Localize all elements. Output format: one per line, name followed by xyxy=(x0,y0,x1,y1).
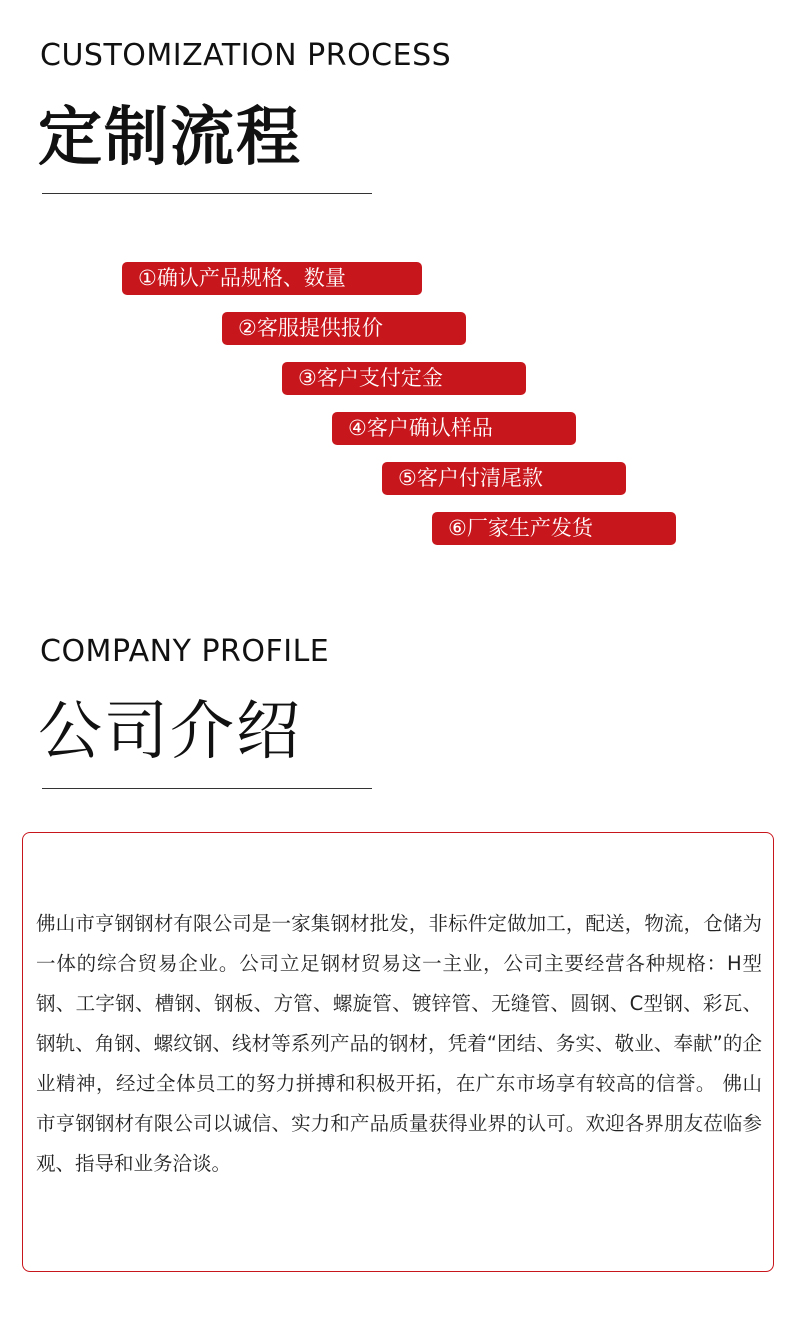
process-step-5: ⑤客户付清尾款 xyxy=(382,462,626,495)
process-step-4: ④客户确认样品 xyxy=(332,412,576,445)
process-divider xyxy=(42,193,372,194)
process-step-2: ②客服提供报价 xyxy=(222,312,466,345)
process-title-en: CUSTOMIZATION PROCESS xyxy=(40,38,452,73)
process-step-1: ①确认产品规格、数量 xyxy=(122,262,422,295)
profile-body-text: 佛山市亨钢钢材有限公司是一家集钢材批发，非标件定做加工，配送，物流，仓储为一体的综合贸易企业。公司立足钢材贸易这一主业，公司主要经营各种规格：H型钢、工字钢、槽钢、钢板、方管、螺旋管、镀锌管、无缝管、圆钢、C型钢、彩瓦、钢轨、角钢、螺纹钢、线材等系列产品的钢材，凭着“团结、务实、敬业、奉献”的企业精神，经过全体员工的努力拼搏和积极开拓，在广东市场享有较高的信誉。 佛山市亨钢钢材有限公司以诚信、实力和产品质量获得业界的认可。欢迎各界朋友莅临参观、指导和业务洽谈。 xyxy=(36,912,762,1175)
profile-title-zh: 公司介绍 xyxy=(38,695,302,769)
profile-title-en: COMPANY PROFILE xyxy=(40,634,330,669)
process-step-6: ⑥厂家生产发货 xyxy=(432,512,676,545)
process-step-3: ③客户支付定金 xyxy=(282,362,526,395)
process-title-zh: 定制流程 xyxy=(38,101,302,175)
profile-divider xyxy=(42,788,372,789)
